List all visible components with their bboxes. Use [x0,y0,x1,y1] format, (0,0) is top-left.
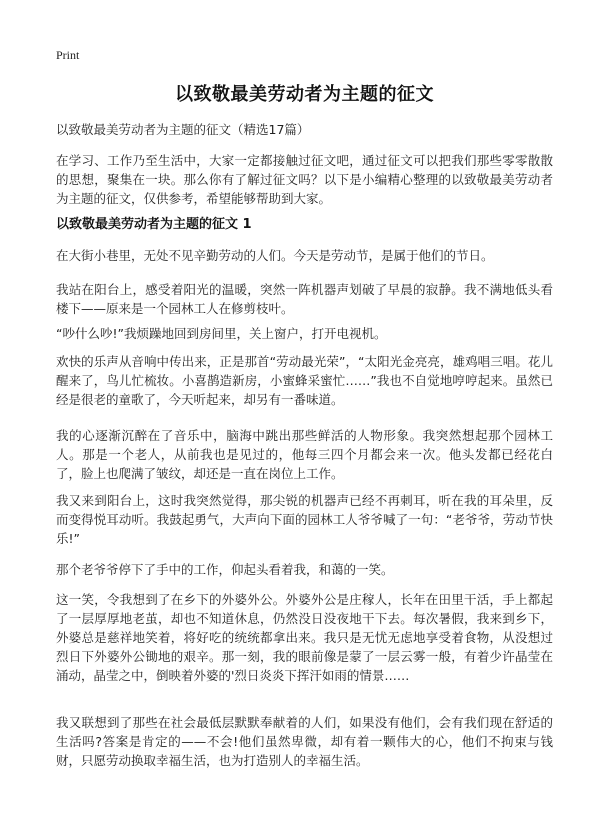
paragraph-9: 我又联想到了那些在社会最低层默默奉献着的人们，如果没有他们，会有我们现在舒适的生活吗?答案是肯定的——不会!他们虽然卑微，却有着一颗伟大的心，他们不拘束与钱财，只愿劳动换取幸福生活，也为打造别人的幸福生活。 [56,715,553,768]
paragraph-4: 欢快的乐声从音响中传出来，正是那首“劳动最光荣”，“太阳光金亮亮，雄鸡唱三唱。花儿醒来了，鸟儿忙梳妆。小喜鹊造新房，小蜜蜂采蜜忙……”我也不自觉地哼哼起来。虽然已经是很老的童歌了，今天听起来，却另有一番味道。 [56,354,553,407]
paragraph-2: 我站在阳台上，感受着阳光的温暖，突然一阵机器声划破了早晨的寂静。我不满地低头看楼下——原来是一个园林工人在修剪枝叶。 [56,282,553,316]
paragraph-1: 在大街小巷里，无处不见辛勤劳动的人们。今天是劳动节，是属于他们的节日。 [56,248,494,263]
paragraph-6: 我又来到阳台上，这时我突然觉得，那尖锐的机器声已经不再刺耳，听在我的耳朵里，反而变得悦耳动听。我鼓起勇气，大声向下面的园林工人爷爷喊了一句：“老爷爷，劳动节快乐!” [56,493,553,546]
print-link[interactable]: Print [56,48,80,62]
page-title: 以致敬最美劳动者为主题的征文 [175,84,434,105]
intro-paragraph: 在学习、工作乃至生活中，大家一定都接触过征文吧，通过征文可以把我们那些零零散散的思想，聚集在一块。那么你有了解过征文吗？以下是小编精心整理的以致敬最美劳动者为主题的征文，仅供参考，希望能够帮助到大家。 [56,153,553,206]
document-subtitle: 以致敬最美劳动者为主题的征文（精选17篇） [56,122,310,137]
paragraph-5: 我的心逐渐沉醉在了音乐中，脑海中跳出那些鲜活的人物形象。我突然想起那个园林工人。那是一个老人，从前我也是见过的，他每三四个月都会来一次。他头发都已经花白了，脸上也爬满了皱纹，却还是一直在岗位上工作。 [56,428,553,481]
paragraph-8: 这一笑，令我想到了在乡下的外婆外公。外婆外公是庄稼人，长年在田里干活，手上都起了一层厚厚地老茧，却也不知道休息，仍然没日没夜地干下去。每次暑假，我来到乡下，外婆总是慈祥地笑着，将好吃的统统都拿出来。我只是无忧无虑地享受着食物，从没想过烈日下外婆外公锄地的艰辛。那一刻，我的眼前像是蒙了一层云雾一般，有着少许晶莹在涌动，晶莹之中，倒映着外婆的'烈日炎炎下挥汗如雨的情景…… [56,592,553,683]
section-heading: 以致敬最美劳动者为主题的征文 1 [56,217,252,232]
paragraph-7: 那个老爷爷停下了手中的工作，仰起头看着我，和蔼的一笑。 [56,562,394,577]
paragraph-3: “吵什么吵!”我烦躁地回到房间里，关上窗户，打开电视机。 [56,326,387,341]
